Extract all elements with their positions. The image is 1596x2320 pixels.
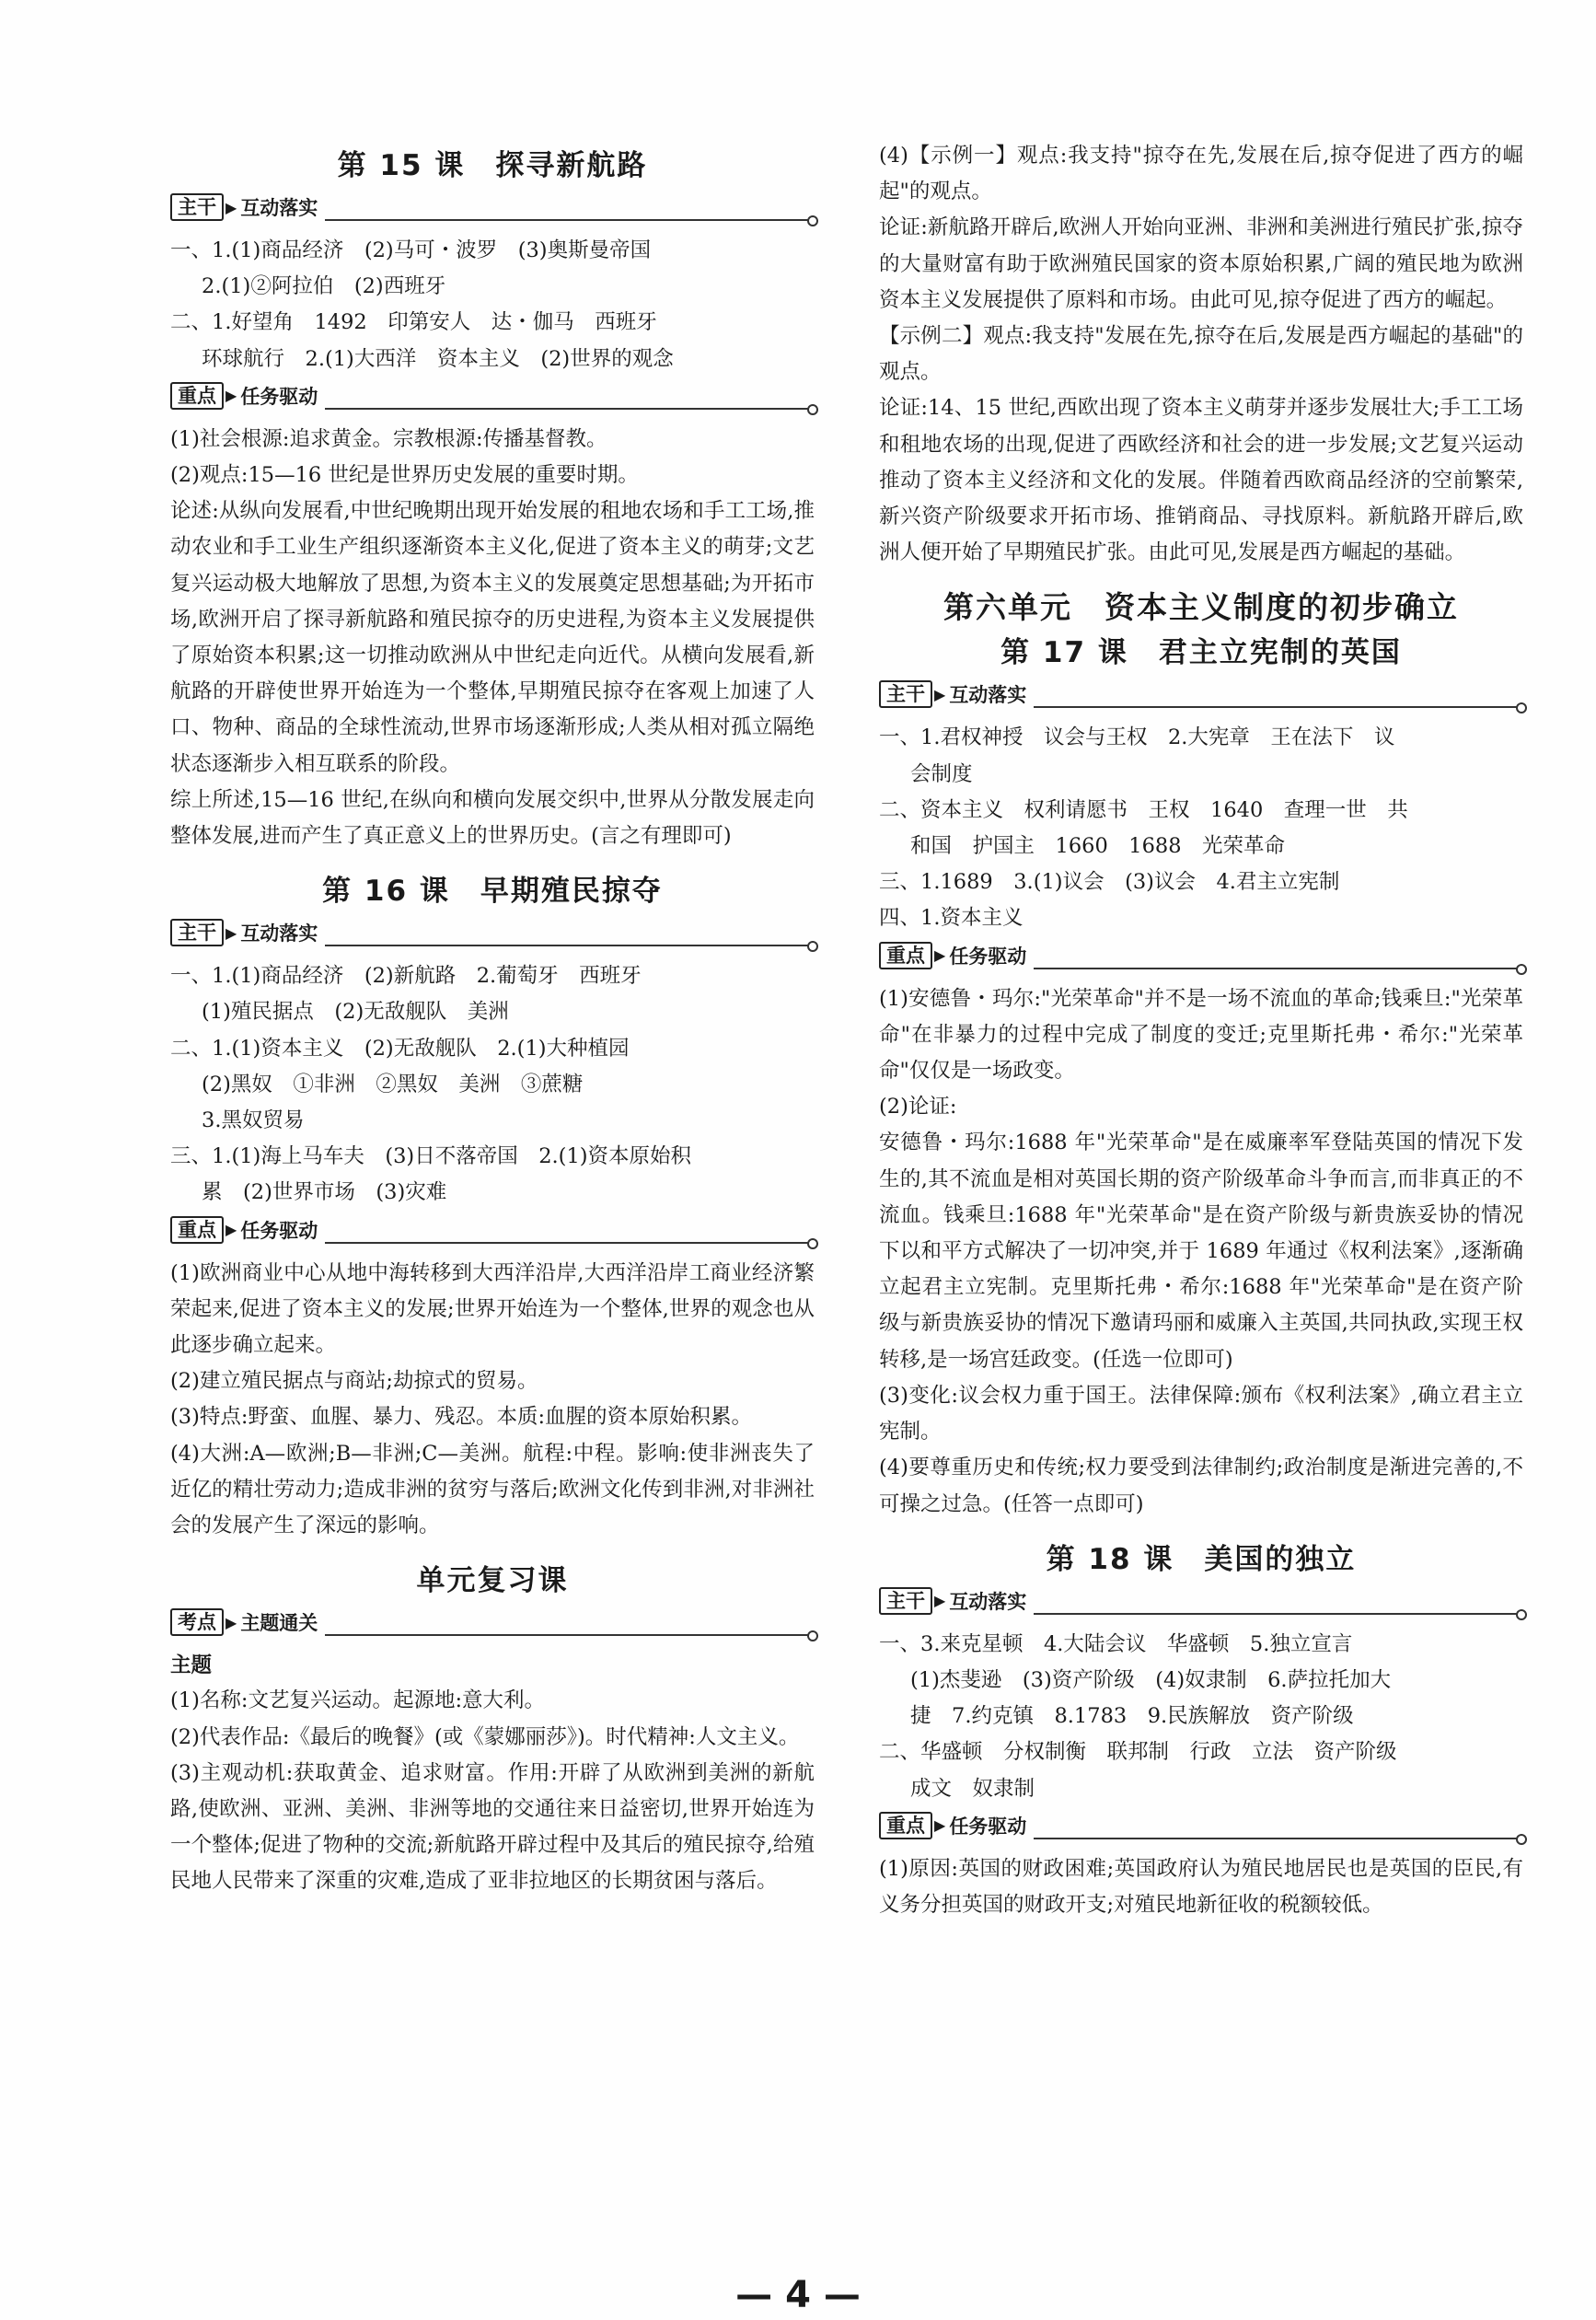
section-subtitle: 互动落实 (949, 1590, 1027, 1613)
answer-line: 二、资本主义 权利请愿书 王权 1640 查理一世 共 (879, 797, 1408, 822)
section-tag: 重点 (879, 942, 932, 969)
section-subtitle: 任务驱动 (240, 1219, 318, 1242)
answer-line: (2)黑奴 ①非洲 ②黑奴 美洲 ③蔗糖 (202, 1072, 584, 1096)
answer-paragraph: (1)安德鲁・玛尔:"光荣革命"并不是一场不流血的革命;钱乘旦:"光荣革命"在非暴力的过程中完成了制度的变迁;克里斯托弗・希尔:"光荣革命"仅仅是一场政变。 (879, 986, 1523, 1084)
section-divider (325, 219, 815, 221)
section-tag: 主干 (879, 1587, 932, 1615)
lesson-15-title: 第 15 课 探寻新航路 (337, 149, 648, 182)
section-tag: 重点 (879, 1812, 932, 1839)
answer-line: 一、1.(1)商品经济 (2)马可・波罗 (3)奥斯曼帝国 (170, 238, 652, 262)
answer-line: (1)殖民据点 (2)无敌舰队 美洲 (202, 1000, 509, 1025)
answer-line: 四、1.资本主义 (879, 906, 1024, 931)
section-header-exam (170, 1607, 815, 1637)
section-tag: 重点 (170, 382, 224, 410)
answer-line: 三、1.1689 3.(1)议会 (3)议会 4.君主立宪制 (879, 870, 1340, 895)
answer-paragraph: (3)主观动机:获取黄金、追求财富。作用:开辟了从欧洲到美洲的新航路,使欧洲、亚洲、美洲、非洲等地的交通往来日益密切,世界开始连为一个整体;促进了物种的交流;新航路开辟过程中及其后的殖民掠夺,给殖民地人民带来了深重的灾难,造成了亚非拉地区的长期贫困与落后。 (170, 1760, 815, 1894)
review-title: 单元复习课 (416, 1564, 569, 1598)
answer-line: 3.黑奴贸易 (202, 1108, 305, 1133)
section-header-key (879, 1811, 1523, 1840)
section-divider (1034, 968, 1523, 969)
answer-line: 成文 奴隶制 (910, 1776, 1035, 1801)
answer-paragraph: (2)代表作品:《最后的晚餐》(或《蒙娜丽莎》)。时代精神:人文主义。 (170, 1724, 800, 1749)
answer-line: 捷 7.约克镇 8.1783 9.民族解放 资产阶级 (910, 1704, 1354, 1729)
answer-paragraph: 【示例二】观点:我支持"发展在先,掠夺在后,发展是西方崛起的基础"的观点。 (879, 324, 1523, 385)
lesson-18-title: 第 18 课 美国的独立 (1046, 1542, 1357, 1576)
lesson-17-title: 第 17 课 君主立宪制的英国 (1000, 636, 1402, 670)
answer-line: 三、1.(1)海上马车夫 (3)日不落帝国 2.(1)资本原始积 (170, 1144, 692, 1169)
arrow-icon: ▶ (934, 946, 946, 965)
answer-line: 累 (2)世界市场 (3)灾难 (202, 1180, 447, 1205)
page-number: — 4 — (735, 2274, 861, 2316)
arrow-icon: ▶ (934, 685, 946, 703)
answer-paragraph: (1)原因:英国的财政困难;英国政府认为殖民地居民也是英国的臣民,有义务分担英国的财政开支;对殖民地新征收的税额较低。 (879, 1856, 1523, 1917)
section-divider (325, 945, 815, 946)
section-header-main (170, 192, 815, 222)
section-divider (1034, 1838, 1523, 1839)
section-subtitle: 互动落实 (949, 684, 1027, 707)
answer-paragraph: (2)观点:15—16 世纪是世界历史发展的重要时期。 (170, 463, 639, 488)
answer-paragraph: 论述:从纵向发展看,中世纪晚期出现开始发展的租地农场和手工工场,推动农业和手工业生产组织逐渐资本主义化,促进了资本主义的萌芽;文艺复兴运动极大地解放了思想,为资本主义的发展奠定思想基础;为开拓市场,欧洲开启了探寻新航路和殖民掠夺的历史进程,为资本主义发展提供了原始资本积累;这一切推动欧洲从中世纪走向近代。从横向发展看,新航路的开辟使世界开始连为一个整体,早期殖民掠夺在客观上加速了人口、物种、商品的全球性流动,世界市场逐渐形成;人类从相对孤立隔绝状态逐渐步入相互联系的阶段。 (170, 499, 815, 776)
arrow-icon: ▶ (226, 1221, 237, 1239)
arrow-icon: ▶ (226, 923, 237, 942)
answer-paragraph: 安德鲁・玛尔:1688 年"光荣革命"是在威廉率军登陆英国的情况下发生的,其不流血是相对英国长期的资产阶级革命斗争而言,而非真正的不流血。钱乘旦:1688 年"光荣革命"是在资产阶级与新贵族妥协的情况下以和平方式解决了一切冲突,并于 1689 年通过《权利法案》,逐渐确立起君主立宪制。克里斯托弗・希尔:1688 年"光荣革命"是在资产阶级与新贵族妥协的情况下邀请玛丽和威廉入主英国,共同执政,实现王权转移,是一场宫廷政变。(任选一位即可) (879, 1131, 1523, 1372)
left-column (170, 129, 815, 1900)
answer-line: 一、1.君权神授 议会与王权 2.大宪章 王在法下 议 (879, 725, 1395, 750)
answer-paragraph: (1)欧洲商业中心从地中海转移到大西洋沿岸,大西洋沿岸工商业经济繁荣起来,促进了资本主义的发展;世界开始连为一个整体,世界的观念也从此逐步确立起来。 (170, 1260, 815, 1358)
right-column (879, 138, 1523, 1923)
section-header-main (879, 679, 1523, 709)
answer-paragraph: (2)论证: (879, 1095, 957, 1119)
section-subtitle: 互动落实 (240, 197, 318, 219)
arrow-icon: ▶ (226, 1613, 237, 1631)
answer-paragraph: 论证:新航路开辟后,欧洲人开始向亚洲、非洲和美洲进行殖民扩张,掠夺的大量财富有助于欧洲殖民国家的资本原始积累,广阔的殖民地为欧洲资本主义发展提供了原料和市场。由此可见,掠夺促进了西方的崛起。 (879, 215, 1523, 312)
answer-paragraph: (2)建立殖民据点与商站;劫掠式的贸易。 (170, 1369, 538, 1394)
answer-line: 一、3.来克星顿 4.大陆会议 华盛顿 5.独立宣言 (879, 1631, 1353, 1656)
section-subtitle: 互动落实 (240, 922, 318, 945)
section-divider (325, 408, 815, 410)
answer-paragraph: (1)社会根源:追求黄金。宗教根源:传播基督教。 (170, 426, 607, 451)
section-subtitle: 任务驱动 (240, 385, 318, 408)
answer-paragraph: (4)要尊重历史和传统;权力要受到法律制约;政治制度是渐进完善的,不可操之过急。(任答一点即可) (879, 1456, 1523, 1516)
answer-paragraph: 论证:14、15 世纪,西欧出现了资本主义萌芽并逐步发展壮大;手工工场和租地农场的出现,促进了西欧经济和社会的进一步发展;文艺复兴运动推动了资本主义经济和文化的发展。伴随着西欧商品经济的空前繁荣,新兴资产阶级要求开拓市场、推销商品、寻找原料。新航路开辟后,欧洲人便开始了早期殖民扩张。由此可见,发展是西方崛起的基础。 (879, 396, 1523, 565)
answer-paragraph: (4)大洲:A—欧洲;B—非洲;C—美洲。航程:中程。影响:使非洲丧失了近亿的精壮劳动力;造成非洲的贫穷与落后;欧洲文化传到非洲,对非洲社会的发展产生了深远的影响。 (170, 1441, 815, 1538)
answer-line: 二、1.好望角 1492 印第安人 达・伽马 西班牙 (170, 310, 657, 335)
section-divider (1034, 1613, 1523, 1615)
answer-line: (1)杰斐逊 (3)资产阶级 (4)奴隶制 6.萨拉托加大 (910, 1667, 1392, 1692)
section-tag: 主干 (170, 193, 224, 221)
section-divider (1034, 706, 1523, 708)
arrow-icon: ▶ (934, 1816, 946, 1835)
answer-line: 二、1.(1)资本主义 (2)无敌舰队 2.(1)大种植园 (170, 1036, 630, 1061)
answer-line: 一、1.(1)商品经济 (2)新航路 2.葡萄牙 西班牙 (170, 964, 642, 989)
section-tag: 主干 (170, 919, 224, 946)
section-header-main (879, 1586, 1523, 1616)
answer-line: 和国 护国主 1660 1688 光荣革命 (910, 834, 1286, 859)
section-subtitle: 主题通关 (240, 1612, 318, 1635)
section-subtitle: 任务驱动 (949, 1815, 1027, 1838)
section-header-main (170, 918, 815, 947)
section-divider (325, 1634, 815, 1636)
answer-paragraph: (4)【示例一】观点:我支持"掠夺在先,发展在后,掠夺促进了西方的崛起"的观点。 (879, 144, 1523, 204)
section-tag: 重点 (170, 1216, 224, 1244)
topic-label: 主题 (170, 1653, 213, 1678)
arrow-icon: ▶ (226, 387, 237, 405)
section-tag: 考点 (170, 1608, 224, 1636)
section-header-key (879, 941, 1523, 970)
lesson-16-title: 第 16 课 早期殖民掠夺 (322, 875, 663, 909)
answer-line: 环球航行 2.(1)大西洋 资本主义 (2)世界的观念 (202, 346, 674, 371)
section-divider (325, 1242, 815, 1244)
arrow-icon: ▶ (226, 198, 237, 216)
answer-paragraph: 综上所述,15—16 世纪,在纵向和横向发展交织中,世界从分散发展走向整体发展,进而产生了真正意义上的世界历史。(言之有理即可) (170, 787, 815, 849)
answer-paragraph: (3)变化:议会权力重于国王。法律保障:颁布《权利法案》,确立君主立宪制。 (879, 1383, 1523, 1444)
arrow-icon: ▶ (934, 1592, 946, 1610)
answer-line: 2.(1)②阿拉伯 (2)西班牙 (202, 274, 446, 299)
section-header-key (170, 381, 815, 411)
section-header-key (170, 1215, 815, 1245)
section-tag: 主干 (879, 680, 932, 708)
answer-line: 会制度 (910, 761, 973, 786)
answer-paragraph: (3)特点:野蛮、血腥、暴力、残忍。本质:血腥的资本原始积累。 (170, 1405, 753, 1430)
answer-paragraph: (1)名称:文艺复兴运动。起源地:意大利。 (170, 1688, 546, 1713)
section-subtitle: 任务驱动 (949, 945, 1027, 968)
answer-line: 二、华盛顿 分权制衡 联邦制 行政 立法 资产阶级 (879, 1740, 1397, 1765)
unit-6-title: 第六单元 资本主义制度的初步确立 (943, 589, 1459, 626)
